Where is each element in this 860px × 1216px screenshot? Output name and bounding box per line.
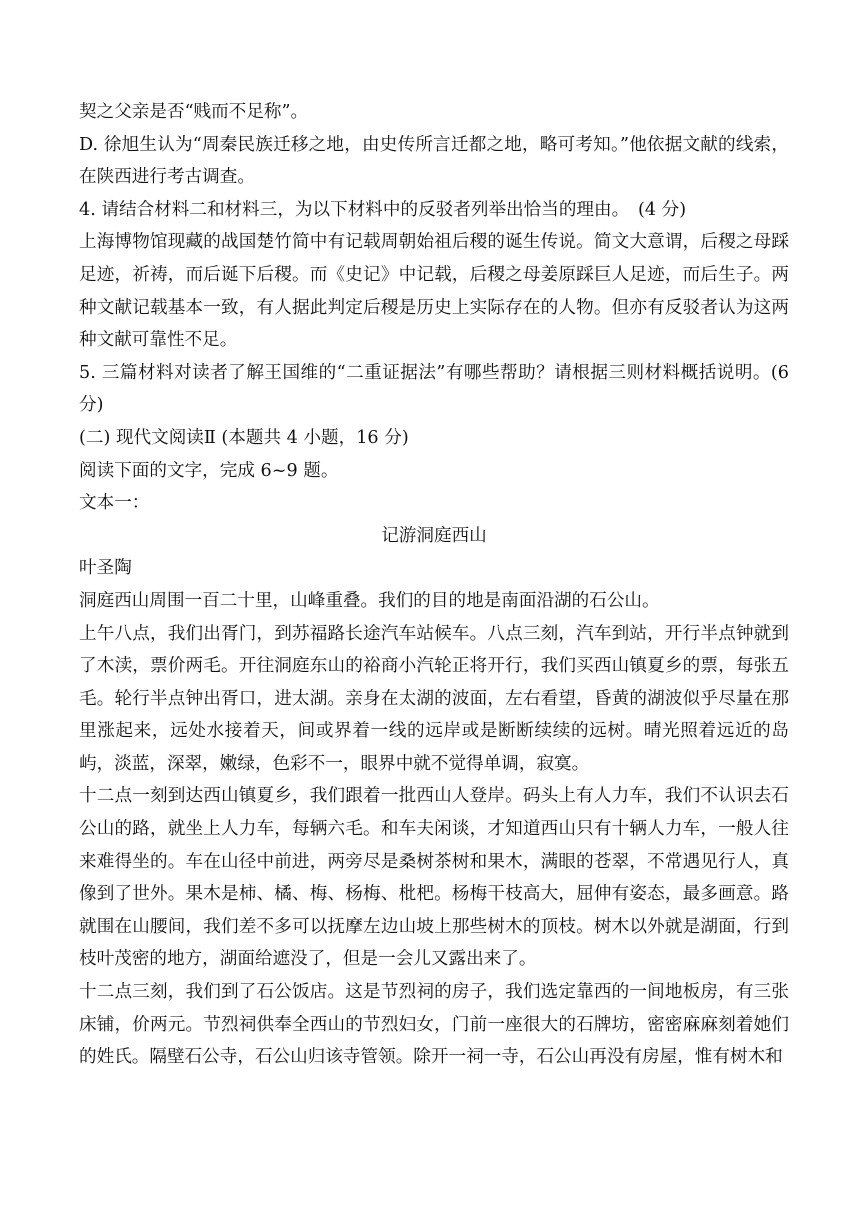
article-paragraph: 上午八点，我们出胥门，到苏福路长途汽车站候车。八点三刻，汽车到站，开行半点钟就到了木渎，票价两毛。开往洞庭东山的裕商小汽轮正将开行，我们买西山镇夏乡的票，每张五毛。轮行半点钟出胥口，进太湖。亲身在太湖的波面，左右看望，昏黄的湖波似乎尽量在那里涨起来，远处水接着天，间或界着一线的远岸或是断断续续的远树。晴光照着远近的岛屿，淡蓝，深翠，嫩绿，色彩不一，眼界中就不觉得单调，寂寞。 — [79, 623, 789, 774]
option-d: D. 徐旭生认为“周秦民族迁移之地，由史传所言迁都之地，略可考知。”他依据文献的线索，在陕西进行考古调查。 — [79, 134, 789, 188]
reading-instruction: 阅读下面的文字，完成 6~9 题。 — [79, 460, 339, 481]
text-one-label: 文本一： — [79, 493, 150, 514]
article-paragraph: 洞庭西山周围一百二十里，山峰重叠。我们的目的地是南面沿湖的石公山。 — [79, 590, 660, 611]
option-c-continuation: 契之父亲是否“贱而不足称”。 — [79, 102, 309, 122]
question-5: 5. 三篇材料对读者了解王国维的“二重证据法”有哪些帮助？请根据三则材料概括说明。(6分) — [79, 362, 789, 416]
article-author: 叶圣陶 — [79, 558, 132, 579]
document-page — [79, 96, 789, 1074]
section-heading: (二) 现代文阅读Ⅱ (本题共 4 小题，16 分) — [79, 427, 409, 448]
article-paragraph: 十二点一刻到达西山镇夏乡，我们跟着一批西山人登岸。码头上有人力车，我们不认识去石公山的路，就坐上人力车，每辆六毛。和车夫闲谈，才知道西山只有十辆人力车，一般人往来难得坐的。车在山径中前进，两旁尽是桑树茶树和果木，满眼的苍翠，不常遇见行人，真像到了世外。果木是柿、橘、梅、杨梅、枇杷。杨梅干枝高大，屈伸有姿态，最多画意。路就围在山腰间，我们差不多可以抚摩左边山坡上那些树木的顶枝。树木以外就是湖面，行到枝叶茂密的地方，湖面给遮没了，但是一会儿又露出来了。 — [79, 786, 789, 970]
question-4-material: 上海博物馆现藏的战国楚竹简中有记载周朝始祖后稷的诞生传说。简文大意谓，后稷之母踩足迹，祈祷，而后诞下后稷。而《史记》中记载，后稷之母姜原踩巨人足迹，而后生子。两种文献记载基本一致，有人据此判定后稷是历史上实际存在的人物。但亦有反驳者认为这两种文献可靠性不足。 — [79, 232, 789, 351]
article-title: 记游洞庭西山 — [381, 525, 487, 546]
article-paragraph: 十二点三刻，我们到了石公饭店。这是节烈祠的房子，我们选定靠西的一间地板房，有三张床铺，价两元。节烈祠供奉全西山的节烈妇女，门前一座很大的石牌坊，密密麻麻刻着她们的姓氏。隔壁石公寺，石公山归该寺管领。除开一祠一寺，石公山再没有房屋，惟有树木和 — [79, 982, 789, 1068]
question-4: 4. 请结合材料二和材料三，为以下材料中的反驳者列举出恰当的理由。 (4 分) — [79, 199, 687, 220]
